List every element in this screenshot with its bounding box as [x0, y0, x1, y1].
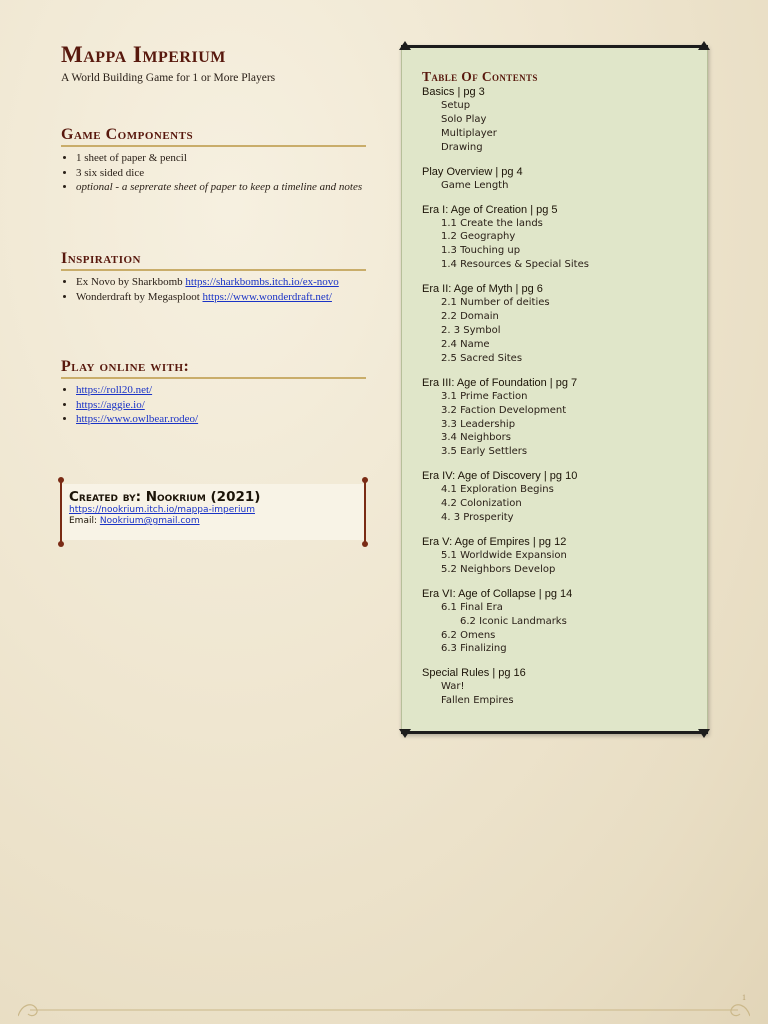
toc-entry[interactable]: 2.5 Sacred Sites: [441, 352, 523, 364]
toc-entry[interactable]: 4. 3 Prosperity: [441, 512, 514, 524]
online-link[interactable]: https://www.owlbear.rodeo/: [76, 413, 199, 425]
toc-entry[interactable]: 6.1 Final Era: [441, 601, 503, 613]
document-subtitle: A World Building Game for 1 or More Players: [61, 72, 276, 84]
toc-bottom-bar: [401, 731, 708, 734]
toc-corner: [698, 729, 710, 738]
toc-entry[interactable]: 4.1 Exploration Begins: [441, 484, 554, 496]
toc-entry[interactable]: Setup: [441, 100, 471, 111]
list-item: [76, 275, 366, 290]
credits-title: Created by: Nookrium (2021): [69, 489, 261, 505]
list-item: • 1 sheet of paper & pencil: [76, 151, 366, 166]
toc-entry[interactable]: 5.2 Neighbors Develop: [441, 563, 556, 575]
online-link[interactable]: https://roll20.net/: [76, 384, 153, 396]
toc-corner: [399, 729, 411, 738]
toc-entry[interactable]: 3.4 Neighbors: [441, 432, 511, 444]
toc-group: [422, 376, 697, 460]
toc-entry[interactable]: 5.1 Worldwide Expansion: [441, 549, 567, 561]
toc-groups: [422, 85, 697, 708]
online-link[interactable]: https://aggie.io/: [76, 398, 145, 411]
toc-corner: [698, 41, 710, 50]
toc-section-heading[interactable]: Era V: Age of Empires | pg 12: [422, 535, 567, 548]
corner-ornament: [58, 477, 64, 483]
toc-entry[interactable]: Solo Play: [441, 113, 487, 125]
toc-entry[interactable]: Game Length: [441, 179, 509, 191]
toc-entry[interactable]: 2.4 Name: [441, 338, 490, 350]
toc-entry[interactable]: 6.2 Iconic Landmarks: [460, 615, 567, 627]
toc-entry[interactable]: 1.3 Touching up: [441, 245, 521, 257]
toc-entry[interactable]: 6.3 Finalizing: [441, 643, 507, 655]
toc-group: [422, 85, 697, 155]
toc-group: [422, 282, 697, 366]
toc-entry[interactable]: Fallen Empires: [441, 695, 514, 707]
document-title: Mappa Imperium: [61, 42, 226, 67]
credits-email-label: Email:: [69, 516, 100, 526]
toc-entry[interactable]: 2. 3 Symbol: [441, 324, 501, 336]
online-heading: Play online with:: [61, 358, 366, 379]
toc-section-heading[interactable]: Special Rules | pg 16: [422, 667, 526, 680]
toc-section-heading[interactable]: Era I: Age of Creation | pg 5: [422, 203, 558, 216]
credits-box: [61, 484, 365, 540]
toc-entry[interactable]: 1.4 Resources & Special Sites: [441, 259, 589, 271]
online-list: [61, 383, 366, 427]
inspiration-list: [61, 275, 366, 304]
toc-group: [422, 666, 697, 708]
corner-ornament: [58, 541, 64, 547]
toc-content: [422, 69, 697, 708]
corner-ornament: [362, 541, 368, 547]
toc-section-heading[interactable]: Basics | pg 3: [422, 86, 485, 98]
credits-email-line: [69, 516, 357, 527]
toc-entry[interactable]: 6.2 Omens: [441, 629, 496, 641]
list-item: [76, 398, 366, 413]
toc-top-bar: [401, 45, 708, 48]
toc-entry[interactable]: 3.5 Early Settlers: [441, 446, 528, 458]
toc-section-heading[interactable]: Era II: Age of Myth | pg 6: [422, 283, 543, 296]
toc-entry[interactable]: 1.2 Geography: [441, 231, 516, 243]
list-item: • optional - a seprerate sheet of paper to keep a timeline and notes: [76, 180, 366, 195]
toc-entry[interactable]: 2.2 Domain: [441, 311, 499, 323]
toc-entry[interactable]: 3.1 Prime Faction: [441, 390, 528, 402]
toc-entry[interactable]: War!: [441, 681, 465, 693]
page-number: 1: [742, 993, 746, 1002]
toc-entry[interactable]: 4.2 Colonization: [441, 498, 522, 510]
list-item: [76, 412, 366, 427]
toc-section-heading[interactable]: Play Overview | pg 4: [422, 165, 523, 178]
toc-entry[interactable]: Multiplayer: [441, 127, 497, 139]
components-list: [61, 151, 366, 195]
list-item: • 3 six sided dice: [76, 166, 366, 181]
corner-ornament: [362, 477, 368, 483]
toc-section-heading[interactable]: Era IV: Age of Discovery | pg 10: [422, 470, 578, 483]
inspiration-text: Ex Novo by Sharkbomb: [76, 276, 186, 288]
toc-heading: Table Of Contents: [422, 69, 538, 84]
components-heading: Game Components: [61, 126, 366, 147]
inspiration-section: [61, 250, 366, 304]
toc-group: [422, 469, 697, 525]
credits-url-link[interactable]: https://nookrium.itch.io/mappa-imperium: [69, 505, 255, 515]
toc-group: [422, 587, 697, 657]
toc-entry[interactable]: 2.1 Number of deities: [441, 297, 550, 309]
toc-group: [422, 165, 697, 193]
toc-entry[interactable]: 1.1 Create the lands: [441, 217, 543, 229]
credits-url-line: [69, 505, 357, 516]
inspiration-link[interactable]: https://sharkbombs.itch.io/ex-novo: [185, 276, 339, 288]
table-of-contents: [401, 45, 708, 734]
components-section: [61, 126, 366, 195]
toc-entry[interactable]: 3.3 Leadership: [441, 418, 516, 430]
credits-email-link[interactable]: Nookrium@gmail.com: [99, 516, 200, 526]
list-item: [76, 290, 366, 305]
toc-group: [422, 203, 697, 273]
toc-entry[interactable]: 3.2 Faction Development: [441, 404, 567, 416]
toc-entry[interactable]: Drawing: [441, 141, 483, 153]
toc-section-heading[interactable]: Era VI: Age of Collapse | pg 14: [422, 587, 573, 600]
inspiration-link[interactable]: https://www.wonderdraft.net/: [202, 290, 332, 303]
online-section: [61, 358, 366, 427]
credits-border-left: [60, 480, 62, 544]
footer-ornament: [18, 994, 750, 1024]
credits-border-right: [364, 480, 366, 544]
inspiration-heading: Inspiration: [61, 250, 366, 271]
list-item: [76, 383, 366, 398]
toc-group: [422, 535, 697, 577]
inspiration-text: Wonderdraft by Megasploot: [76, 290, 203, 303]
toc-section-heading[interactable]: Era III: Age of Foundation | pg 7: [422, 376, 578, 389]
toc-corner: [399, 41, 411, 50]
